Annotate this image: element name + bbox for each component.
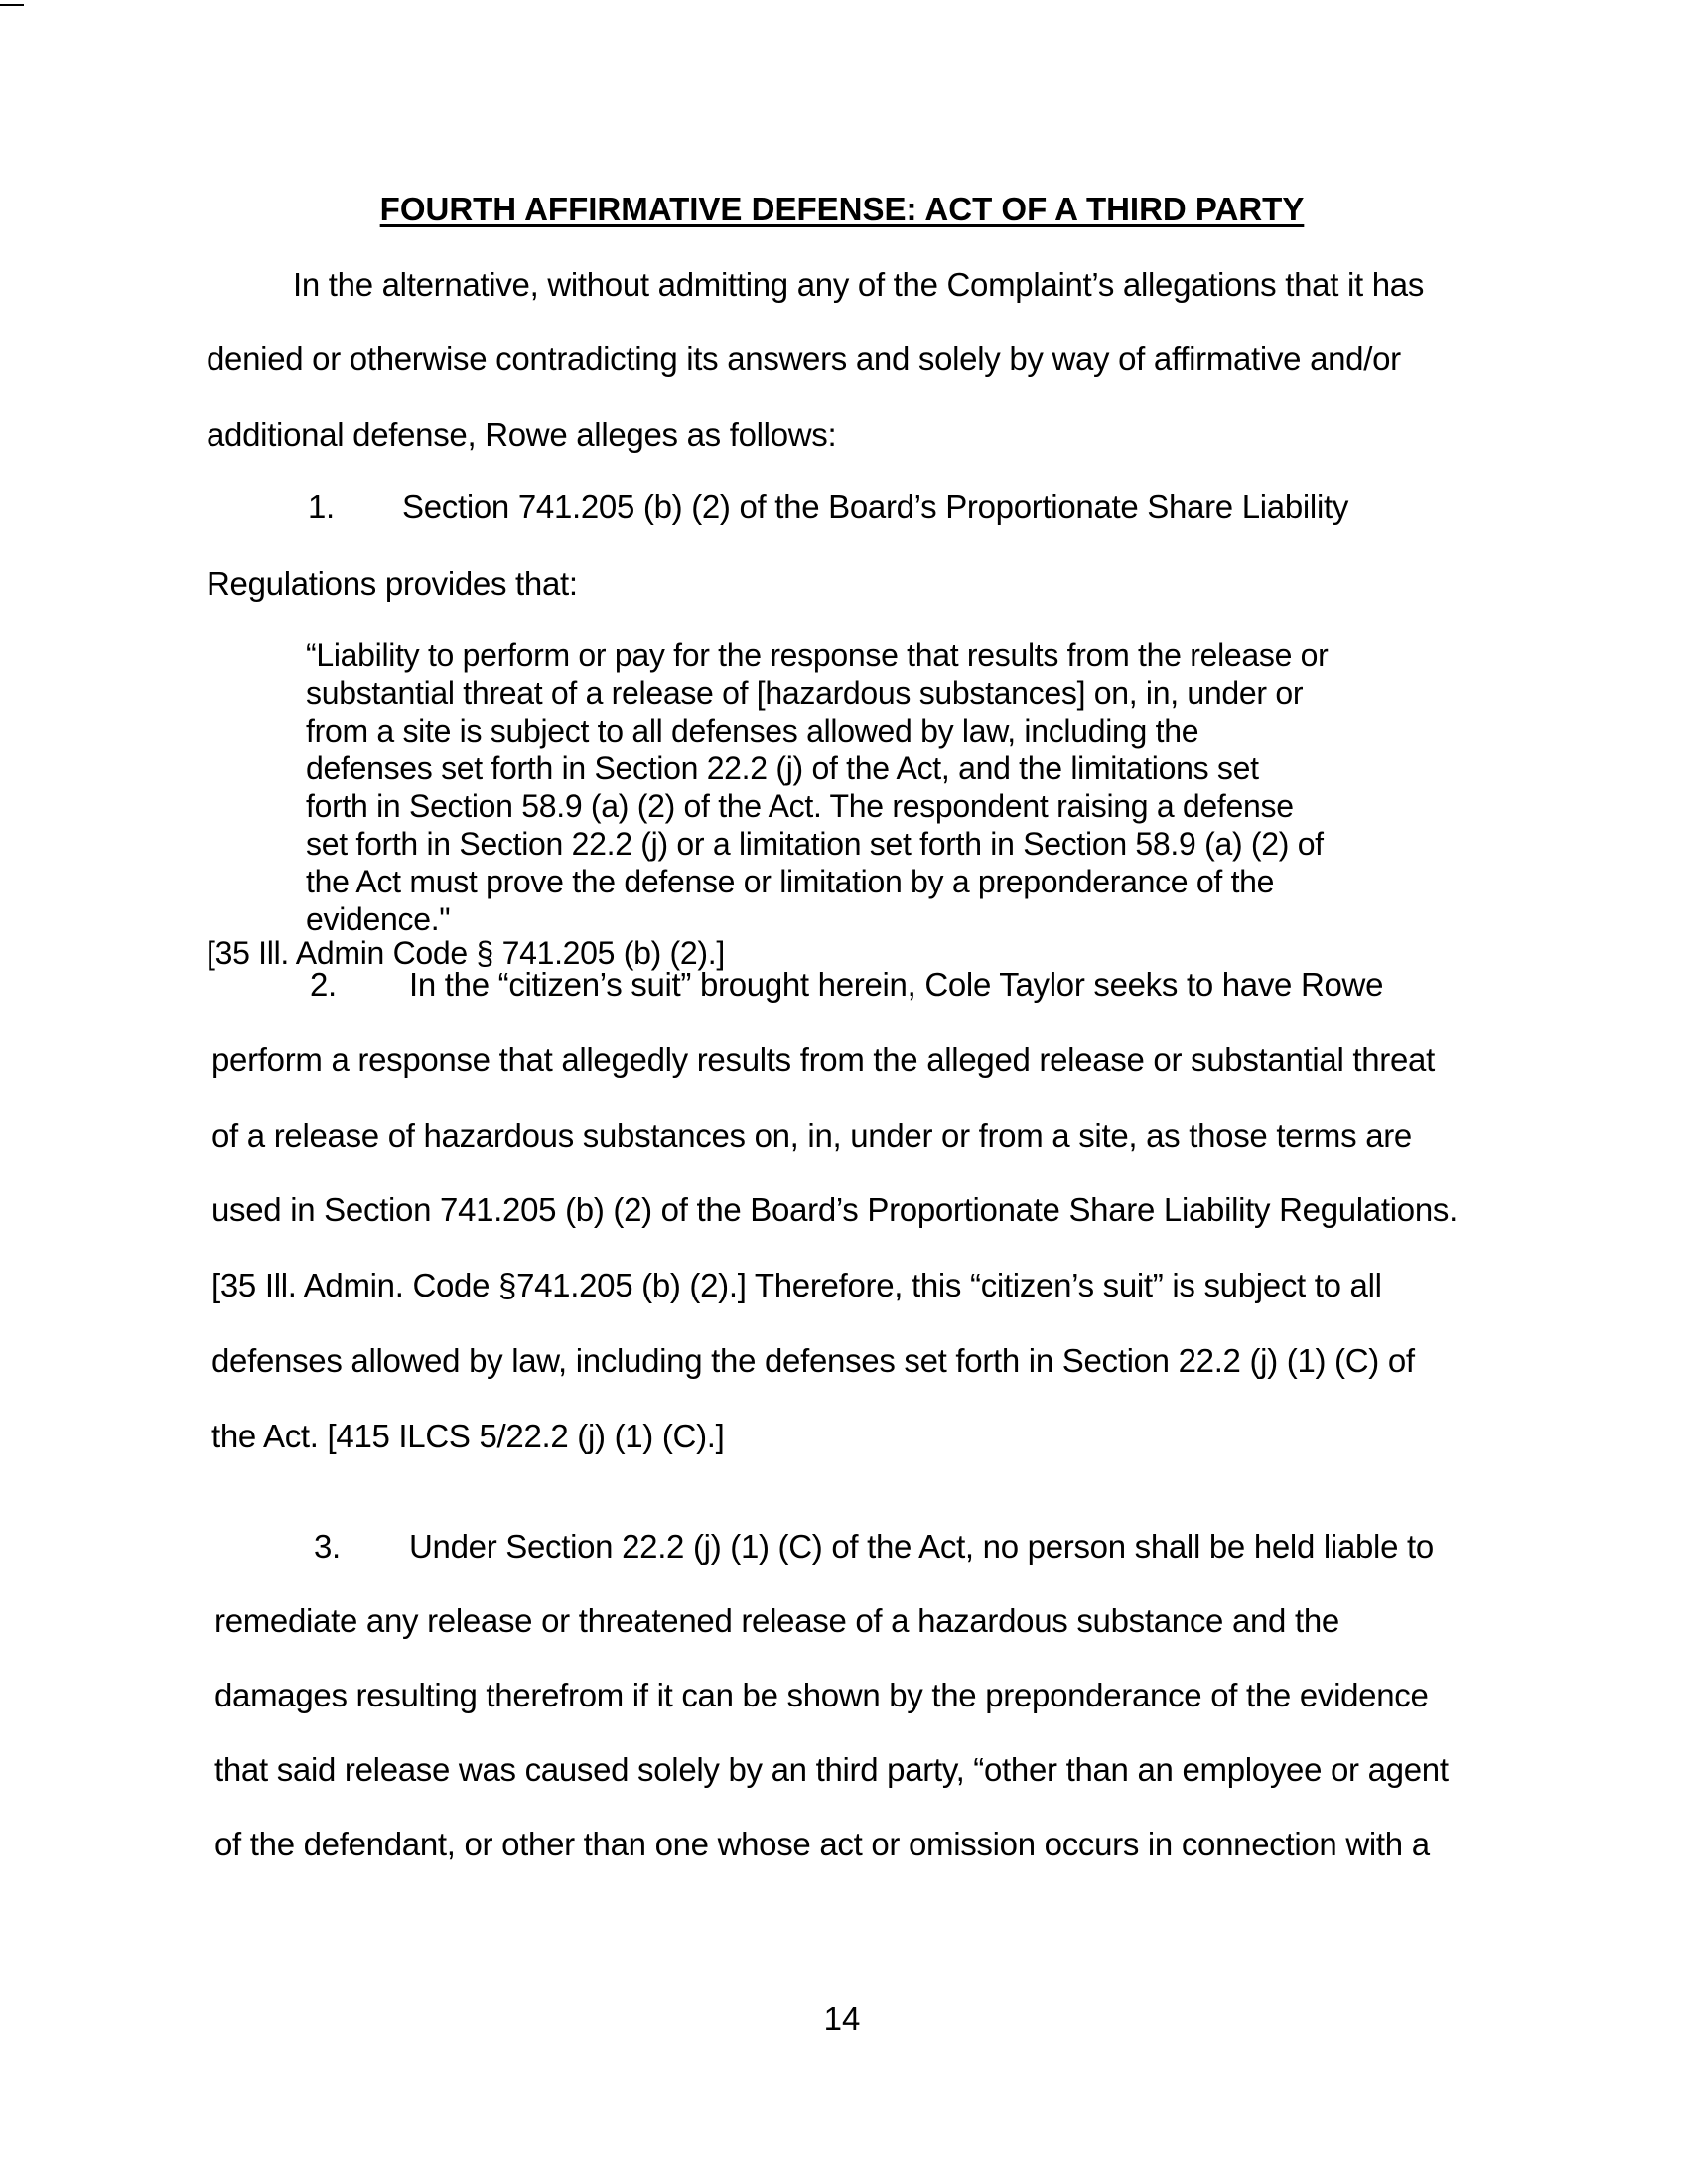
- quote-line: defenses set forth in Section 22.2 (j) of the Act, and the limitations set: [306, 751, 1259, 786]
- intro-line: denied or otherwise contradicting its answers and solely by way of affirmative and/or: [207, 341, 1401, 377]
- quote-line: substantial threat of a release of [hazardous substances] on, in, under or: [306, 675, 1304, 711]
- para-line: Under Section 22.2 (j) (1) (C) of the Act, no person shall be held liable to: [409, 1528, 1434, 1565]
- para-line: damages resulting therefrom if it can be shown by the preponderance of the evidence: [214, 1677, 1429, 1713]
- para-number: 3.: [314, 1528, 341, 1565]
- quote-line: the Act must prove the defense or limitation by a preponderance of the: [306, 864, 1275, 899]
- para-line: Section 741.205 (b) (2) of the Board’s Proportionate Share Liability: [402, 488, 1349, 525]
- para-line: of a release of hazardous substances on, in, under or from a site, as those terms are: [211, 1117, 1412, 1154]
- intro-line: In the alternative, without admitting any of the Complaint’s allegations that it has: [293, 266, 1425, 303]
- quote-line: evidence.": [306, 901, 451, 937]
- quote-line: set forth in Section 22.2 (j) or a limitation set forth in Section 58.9 (a) (2) of: [306, 826, 1324, 862]
- para-line: the Act. [415 ILCS 5/22.2 (j) (1) (C).]: [211, 1418, 725, 1454]
- para-line: In the “citizen’s suit” brought herein, Cole Taylor seeks to have Rowe: [409, 966, 1384, 1003]
- para-line: of the defendant, or other than one whose act or omission occurs in connection with a: [214, 1826, 1430, 1862]
- heading-text: FOURTH AFFIRMATIVE DEFENSE: ACT OF A THIRD PARTY: [379, 191, 1305, 227]
- para-number: 2.: [310, 966, 337, 1003]
- para-line: used in Section 741.205 (b) (2) of the Board’s Proportionate Share Liability Regulations.: [211, 1191, 1458, 1228]
- para-line: [35 Ill. Admin. Code §741.205 (b) (2).] Therefore, this “citizen’s suit” is subject to all: [211, 1267, 1382, 1303]
- section-heading: [0, 190, 1684, 229]
- para-line: remediate any release or threatened release of a hazardous substance and the: [214, 1602, 1339, 1639]
- para-line: perform a response that allegedly results from the alleged release or substantial threat: [211, 1041, 1435, 1078]
- para-line: defenses allowed by law, including the defenses set forth in Section 22.2 (j) (1) (C) of: [211, 1342, 1415, 1379]
- page-number: 14: [823, 2000, 861, 2037]
- quote-line: forth in Section 58.9 (a) (2) of the Act. The respondent raising a defense: [306, 788, 1294, 824]
- scan-mark: [0, 4, 24, 6]
- quote-line: “Liability to perform or pay for the response that results from the release or: [306, 637, 1329, 673]
- citation: [35 Ill. Admin Code § 741.205 (b) (2).]: [207, 935, 725, 971]
- intro-line: additional defense, Rowe alleges as follows:: [207, 416, 837, 453]
- para-number: 1.: [308, 488, 335, 525]
- para-line: Regulations provides that:: [207, 565, 578, 602]
- quote-line: from a site is subject to all defenses allowed by law, including the: [306, 713, 1199, 749]
- para-line: that said release was caused solely by an third party, “other than an employee or agent: [214, 1751, 1449, 1788]
